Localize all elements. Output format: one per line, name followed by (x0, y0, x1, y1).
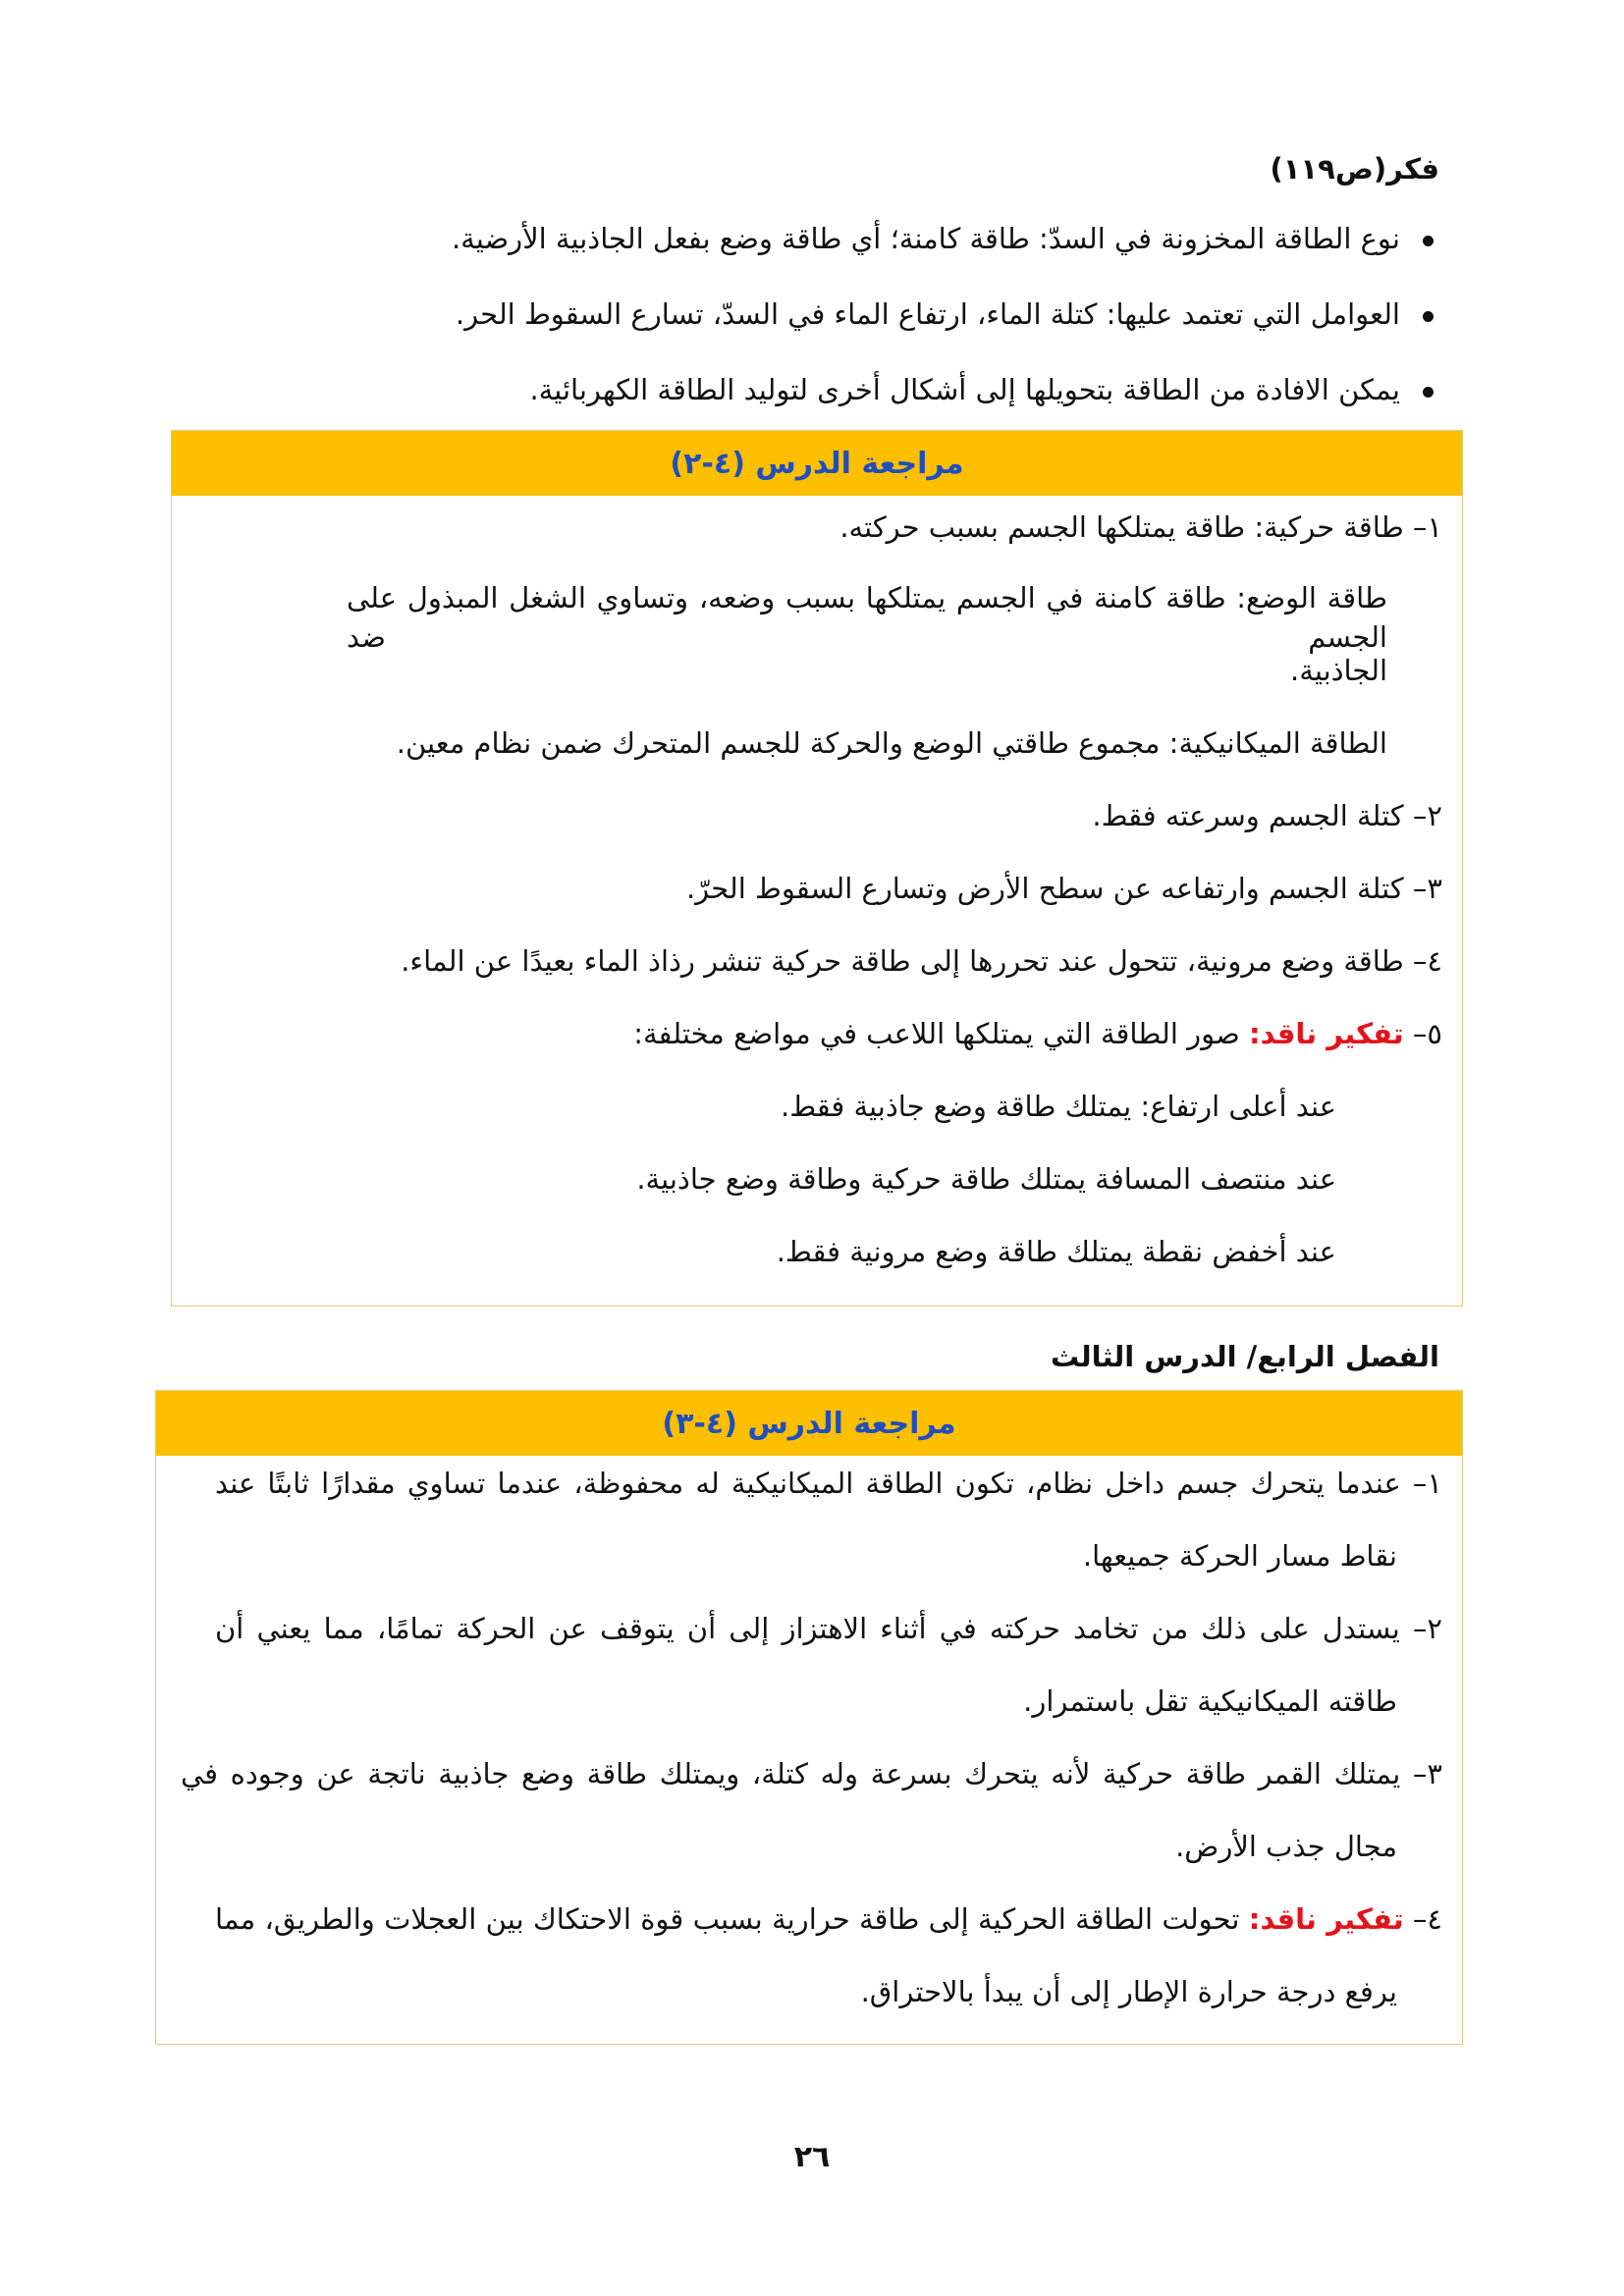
review-title: مراجعة الدرس (٤-٣) (662, 1406, 956, 1441)
section-heading: الفصل الرابع/ الدرس الثالث (1051, 1340, 1439, 1373)
answer-line: طاقته الميكانيكية تقل باستمرار. (1023, 1684, 1397, 1718)
critical-thinking-line (633, 1014, 1442, 1053)
review-box-4-2 (171, 430, 1463, 1307)
sub-answer-line: عند منتصف المسافة يمتلك طاقة حركية وطاقة وضع جاذبية. (636, 1162, 1336, 1196)
critical-thinking-text: تحولت الطاقة الحركية إلى طاقة حرارية بسبب قوة الاحتكاك بين العجلات والطريق، مما (215, 1902, 1249, 1936)
answer-line: طاقة الوضع: طاقة كامنة في الجسم يمتلكها بسبب وضعه، وتساوي الشغل المبذول على الجسم ضد (347, 581, 1387, 654)
review-header (172, 431, 1462, 496)
review-box-4-3 (155, 1390, 1463, 2045)
bullet-item: العوامل التي تعتمد عليها: كتلة الماء، ارتفاع الماء في السدّ، تسارع السقوط الحر. (163, 287, 1439, 362)
page-number: ٢٦ (793, 2140, 831, 2174)
sub-answer-line: عند أخفض نقطة يمتلك طاقة وضع مرونية فقط. (776, 1235, 1336, 1268)
answer-line: ٣– يمتلك القمر طاقة حركية لأنه يتحرك بسرعة وله كتلة، ويمتلك طاقة وضع جاذبية ناتجة عن وجوده في (181, 1757, 1442, 1790)
answer-line: الجاذبية. (1290, 654, 1387, 687)
bullet-item: يمكن الافادة من الطاقة بتحويلها إلى أشكال أخرى لتوليد الطاقة الكهربائية. (163, 362, 1439, 438)
sub-answer-line: عند أعلى ارتفاع: يمتلك طاقة وضع جاذبية فقط. (781, 1090, 1336, 1123)
bullet-item: نوع الطاقة المخزونة في السدّ: طاقة كامنة؛ أي طاقة وضع بفعل الجاذبية الأرضية. (163, 211, 1439, 287)
answer-line: يرفع درجة حرارة الإطار إلى أن يبدأ بالاحتراق. (860, 1975, 1397, 2008)
answer-line: ٢– كتلة الجسم وسرعته فقط. (1092, 799, 1442, 832)
critical-thinking-text: صور الطاقة التي يمتلكها اللاعب في مواضع مختلفة: (633, 1017, 1249, 1050)
answer-line: ٢– يستدل على ذلك من تخامد حركته في أثناء الاهتزاز إلى أن يتوقف عن الحركة تمامًا، مما يعني أن (215, 1612, 1442, 1645)
item-number: ٤– (1403, 1902, 1442, 1936)
item-number: ٥– (1403, 1017, 1442, 1050)
answer-line: الطاقة الميكانيكية: مجموع طاقتي الوضع والحركة للجسم المتحرك ضمن نظام معين. (396, 726, 1387, 760)
answer-line: ٤– طاقة وضع مرونية، تتحول عند تحررها إلى طاقة حركية تنشر رذاذ الماء بعيدًا عن الماء. (401, 944, 1442, 978)
review-title: مراجعة الدرس (٤-٢) (670, 446, 964, 481)
answer-line: ١– عندما يتحرك جسم داخل نظام، تكون الطاقة الميكانيكية له محفوظة، عندما تساوي مقدارًا ثابتًا عند (215, 1467, 1442, 1500)
review-header (156, 1391, 1462, 1456)
think-heading: فكر(ص١١٩) (1270, 152, 1439, 186)
critical-thinking-line (215, 1899, 1442, 1939)
bullet-list (163, 211, 1439, 438)
answer-line: مجال جذب الأرض. (1175, 1830, 1397, 1863)
answer-line: ٣– كتلة الجسم وارتفاعه عن سطح الأرض وتسارع السقوط الحرّ. (685, 872, 1442, 905)
critical-thinking-label: تفكير ناقد: (1248, 1902, 1404, 1936)
critical-thinking-label: تفكير ناقد: (1248, 1017, 1404, 1050)
answer-line: نقاط مسار الحركة جميعها. (1082, 1539, 1397, 1573)
answer-line: ١– طاقة حركية: طاقة يمتلكها الجسم بسبب حركته. (839, 510, 1442, 544)
